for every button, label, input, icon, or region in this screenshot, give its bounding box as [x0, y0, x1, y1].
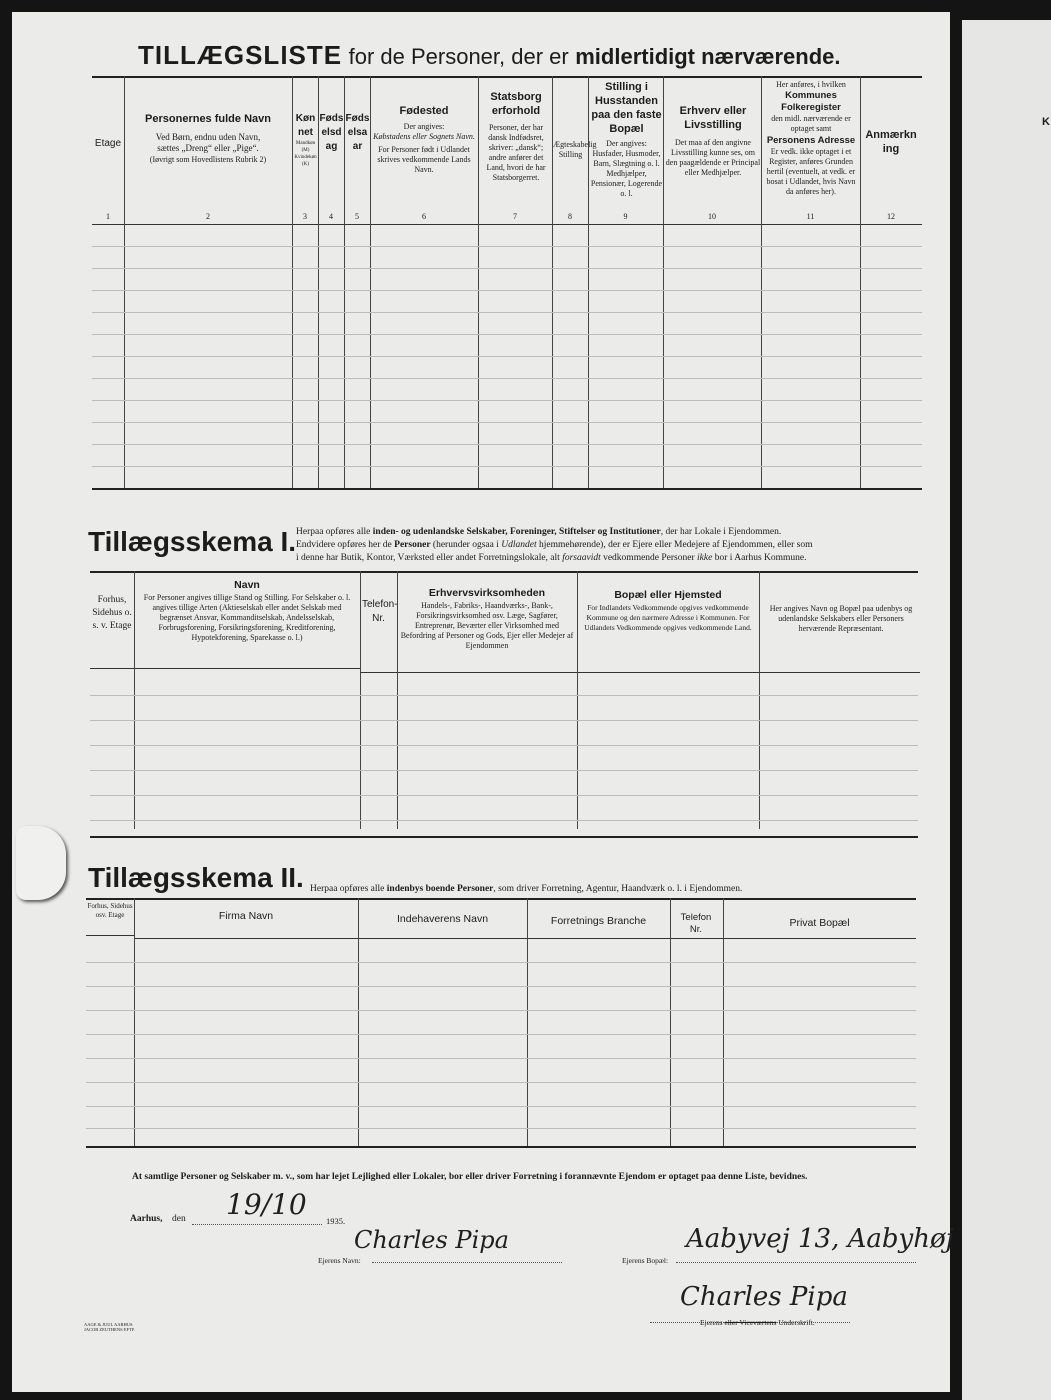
den-label: den: [172, 1214, 186, 1224]
col-number: 7: [513, 212, 517, 221]
col-number: 3: [303, 212, 307, 221]
owner-name-label: Ejerens Navn:: [318, 1256, 361, 1265]
col-number: 8: [568, 212, 572, 221]
year-label: 1935.: [326, 1216, 346, 1226]
skema1-col-erhverv: Erhvervsvirksomheden Handels-, Fabriks-, Haandværks-, Bank-, Forsikringsvirksomhed osv. Læge, Sagfører, Entreprenør, Beværter eller Virksomhed med Befordring af Personer og Gods, Ejer eller Medejer af Ejendommen: [400, 587, 574, 650]
printer-imprint: AAGE & JUUL AARHUS JACOB ZEUTHENS EFTF.: [84, 1322, 136, 1332]
owner-address-handwritten: Aabyvej 13, Aabyhøj: [686, 1224, 954, 1254]
skema2-title: Tillægsskema II.: [88, 862, 304, 893]
col-number: 1: [106, 212, 110, 221]
col-kon-header: Kønnet Mandkøn (M) Kvindekøn (K): [294, 113, 317, 167]
col-number: 4: [329, 212, 333, 221]
skema2-col-etage: Forhus, Sidehus osv. Etage: [87, 902, 133, 919]
col-statsborger-header: Statsborgerforhold Personer, der har dansk Indfødsret, skriver: „dansk“; andre anfører det Land, hvori de har Statsborgerret.: [486, 91, 546, 182]
signature-handwritten: Charles Pipa: [680, 1282, 848, 1312]
skema2-col-firma: Firma Navn: [218, 910, 274, 922]
skema1-col-telefon: Telefon-Nr.: [362, 599, 398, 624]
skema1-col-repraesentant: Her angives Navn og Bopæl paa udenbys og udenlandske Selskabers eller Personers herværende Repræsentant.: [769, 604, 913, 633]
col-fodselsdag-header: Fødselsdag: [319, 113, 344, 152]
next-page-edge: K: [962, 20, 1051, 1400]
col-husstand-header: Stilling i Husstanden paa den faste Bopæl Der angives: Husfader, Husmoder, Barn, Slægtning o. l. Medhjælper, Pensionær, Logerende o. l.: [590, 81, 663, 198]
col-number: 5: [355, 212, 359, 221]
skema1-description: Herpaa opføres alle inden- og udenlandske Selskaber, Foreninger, Stiftelser og Institutioner, der har Lokale i Ejendommen. Endvidere opføres her de Personer (herunder ogsaa i Udlandet hjemmehørende), der er Ejere eller Medejere af Ejendommen, eller som i denne har Butik, Kontor, Værksted eller andet Forretningslokale, alt forsaavidt vedkommende Personer ikke bor i Aarhus Kommune.: [296, 527, 813, 563]
owner-name-handwritten: Charles Pipa: [354, 1226, 509, 1254]
skema1-col-navn: Navn For Personer angives tillige Stand og Stilling. For Selskaber o. l. angives tillige Arten (Aktieselskab eller andet Selskab med begrænset Ansvar, Kommanditselskab, Andelsselskab, Forbrugsforening, Forsikringsforening, Kreditforening, Hypotekforening, Sparekasse o. l.): [143, 579, 351, 642]
skema2-col-bopael: Privat Bopæl: [789, 917, 850, 929]
col-folkeregister-header: Her anføres, i hvilken Kommunes Folkeregister den midl. nærværende er optaget samt Personens Adresse Er vedk. ikke optaget i et Register, anføres Grunden hertil (eventuelt, at vedk. er bosat i Udlandet, hvis Navn da anføres her).: [766, 80, 856, 196]
skema1-title: Tillægsskema I.: [88, 526, 297, 557]
col-erhverv-header: Erhverv eller Livsstilling Det maa af den angivne Livsstilling kunne ses, om den paagældende er Principal eller Medhjælper.: [665, 105, 761, 177]
col-number: 9: [623, 212, 628, 221]
owner-address-label: Ejerens Bopæl:: [622, 1256, 669, 1265]
col-number: 10: [708, 212, 716, 221]
signature-label: Ejerens eller Viceværtens Underskrift.: [700, 1318, 815, 1327]
col-anmaerkning-header: Anmærkning: [865, 129, 917, 155]
declaration-text: At samtlige Personer og Selskaber m. v., som har lejet Lejlighed eller Lokaler, bor eller driver Forretning i forannævnte Ejendom er optaget paa denne Liste, bevidnes.: [132, 1172, 808, 1182]
col-number: 12: [887, 212, 895, 221]
col-navn-header: Personernes fulde Navn Ved Børn, endnu uden Navn, sættes „Dreng“ eller „Pige“. (Iøvrigt som Hovedlistens Rubrik 2): [145, 113, 271, 164]
skema2-description: Herpaa opføres alle indenbys boende Personer, som driver Forretning, Agentur, Haandværk o. l. i Ejendommen.: [310, 884, 743, 894]
city-label: Aarhus,: [130, 1214, 163, 1224]
col-fodselsaar-header: Fødselsaar: [345, 113, 370, 152]
col-number: 11: [806, 212, 815, 221]
page-tab: [16, 826, 66, 900]
date-handwritten: 19/10: [226, 1188, 307, 1221]
skema2-col-branche: Forretnings Branche: [550, 915, 647, 927]
skema1-col-etage: Forhus, Sidehus o. s. v. Etage: [92, 595, 132, 631]
col-etage-header: Etage: [94, 138, 122, 149]
skema2-col-telefon: Telefon Nr.: [680, 912, 712, 935]
skema1-col-bopael: Bopæl eller Hjemsted For Indlandets Vedkommende opgives vedkommende Kommune og den nærmere Adresse i Kommunen. For Udlandets Vedkommende opgives vedkommende Land.: [584, 589, 752, 632]
col-aegteskab-header: Ægteskabelig Stilling: [553, 140, 597, 159]
col-fodested-header: Fødested Der angives: Købstadens eller Sognets Navn. For Personer født i Udlandet skrives vedkommende Lands Navn.: [373, 105, 475, 174]
skema2-col-indehaver: Indehaverens Navn: [396, 913, 489, 925]
col-number: 6: [422, 212, 426, 221]
page-title: TILLÆGSLISTE for de Personer, der er midlertidigt nærværende.: [138, 40, 841, 70]
col-number: 2: [206, 212, 210, 221]
